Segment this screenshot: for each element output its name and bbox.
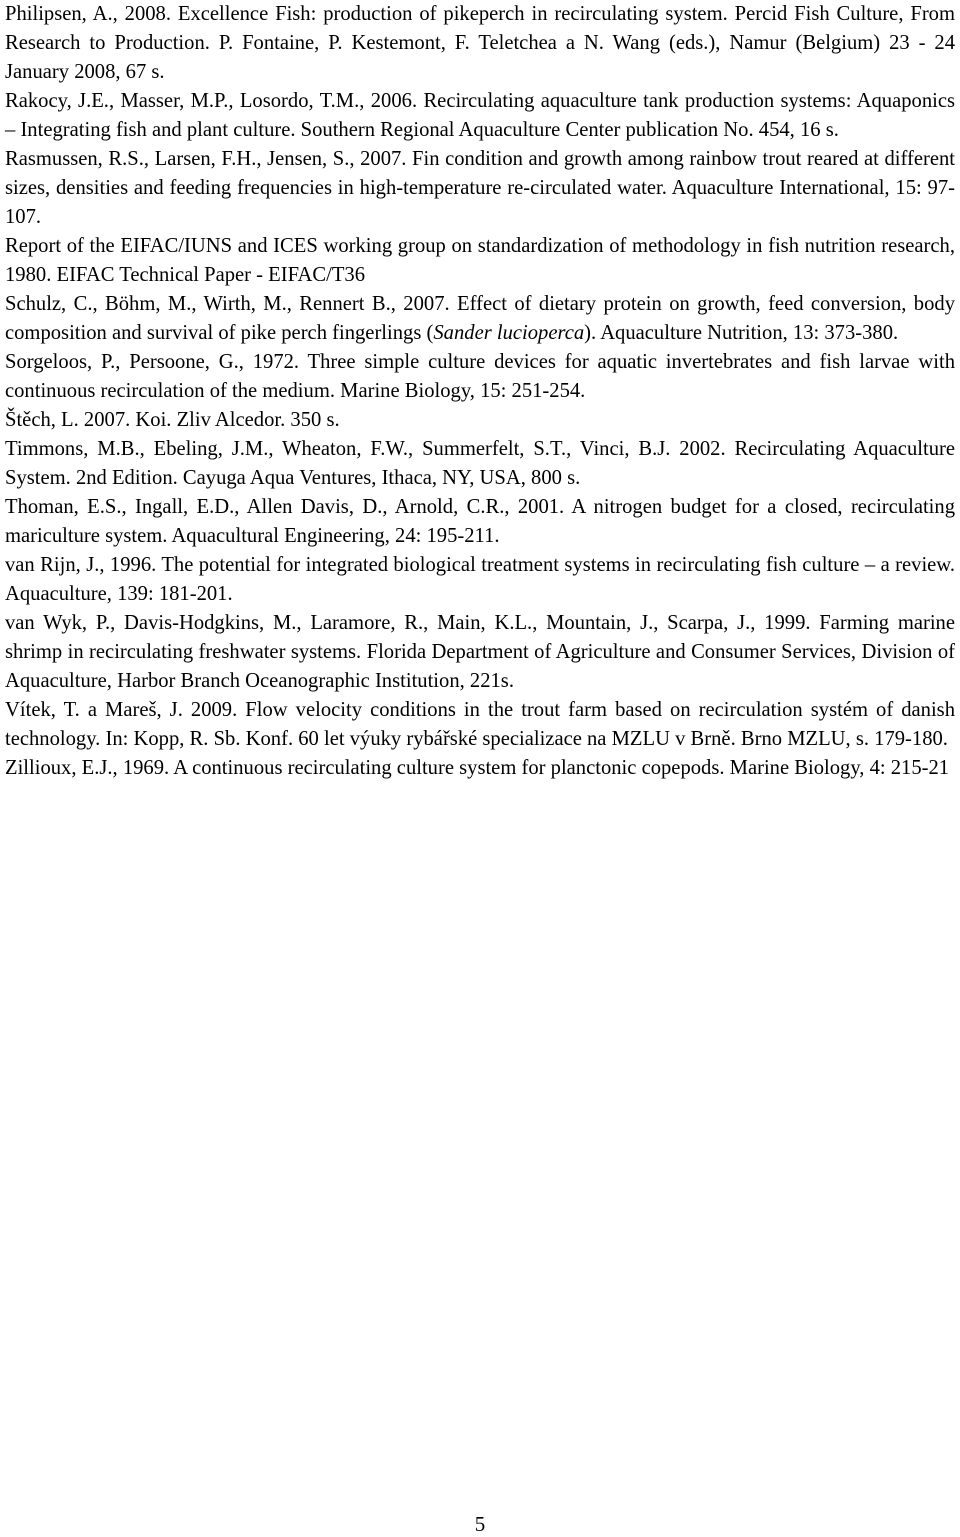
reference-entry <box>5 290 955 348</box>
reference-entry: van Rijn, J., 1996. The potential for integrated biological treatment systems in recirculating fish culture – a review. Aquaculture, 139: 181-201. <box>5 554 955 605</box>
page-number: 5 <box>474 1512 486 1536</box>
reference-entry: Philipsen, A., 2008. Excellence Fish: production of pikeperch in recirculating system. Percid Fish Culture, From Research to Production. P. Fontaine, P. Kestemont, F. Teletchea a N. Wang (eds.), Namur (Belgium) 23 - 24 January 2008, 67 s. <box>5 3 955 83</box>
reference-entry: Štěch, L. 2007. Koi. Zliv Alcedor. 350 s. <box>5 409 340 431</box>
reference-entry: Rasmussen, R.S., Larsen, F.H., Jensen, S., 2007. Fin condition and growth among rainbow trout reared at different sizes, densities and feeding frequencies in high-temperature re-circulated water. Aquaculture International, 15: 97-107. <box>5 148 955 228</box>
reference-list <box>5 0 955 783</box>
reference-entry: Report of the EIFAC/IUNS and ICES working group on standardization of methodology in fish nutrition research, 1980. EIFAC Technical Paper - EIFAC/T36 <box>5 235 955 286</box>
reference-text: ). Aquaculture Nutrition, 13: 373-380. <box>584 322 899 344</box>
reference-text: Schulz, C., Böhm, M., Wirth, M., Rennert B., 2007. Effect of dietary protein on growth, feed conversion, body composition and survival of pike perch fingerlings ( <box>5 293 955 344</box>
species-name: Sander lucioperca <box>433 322 585 344</box>
reference-entry: Rakocy, J.E., Masser, M.P., Losordo, T.M., 2006. Recirculating aquaculture tank production systems: Aquaponics – Integrating fish and plant culture. Southern Regional Aquaculture Center publication No. 454, 16 s. <box>5 90 955 141</box>
reference-entry: van Wyk, P., Davis-Hodgkins, M., Laramore, R., Main, K.L., Mountain, J., Scarpa, J., 1999. Farming marine shrimp in recirculating freshwater systems. Florida Department of Agriculture and Consumer Services, Division of Aquaculture, Harbor Branch Oceanographic Institution, 221s. <box>5 612 955 692</box>
reference-entry: Vítek, T. a Mareš, J. 2009. Flow velocity conditions in the trout farm based on recirculation systém of danish technology. In: Kopp, R. Sb. Konf. 60 let výuky rybářské specializace na MZLU v Brně. Brno MZLU, s. 179-180. <box>5 699 955 750</box>
reference-entry: Timmons, M.B., Ebeling, J.M., Wheaton, F.W., Summerfelt, S.T., Vinci, B.J. 2002. Recirculating Aquaculture System. 2nd Edition. Cayuga Aqua Ventures, Ithaca, NY, USA, 800 s. <box>5 438 955 489</box>
reference-entry: Zillioux, E.J., 1969. A continuous recirculating culture system for planctonic copepods. Marine Biology, 4: 215-21 <box>5 757 950 779</box>
reference-entry: Sorgeloos, P., Persoone, G., 1972. Three simple culture devices for aquatic invertebrates and fish larvae with continuous recirculation of the medium. Marine Biology, 15: 251-254. <box>5 351 955 402</box>
document-page <box>5 0 955 783</box>
reference-entry: Thoman, E.S., Ingall, E.D., Allen Davis, D., Arnold, C.R., 2001. A nitrogen budget for a closed, recirculating mariculture system. Aquacultural Engineering, 24: 195-211. <box>5 496 955 547</box>
